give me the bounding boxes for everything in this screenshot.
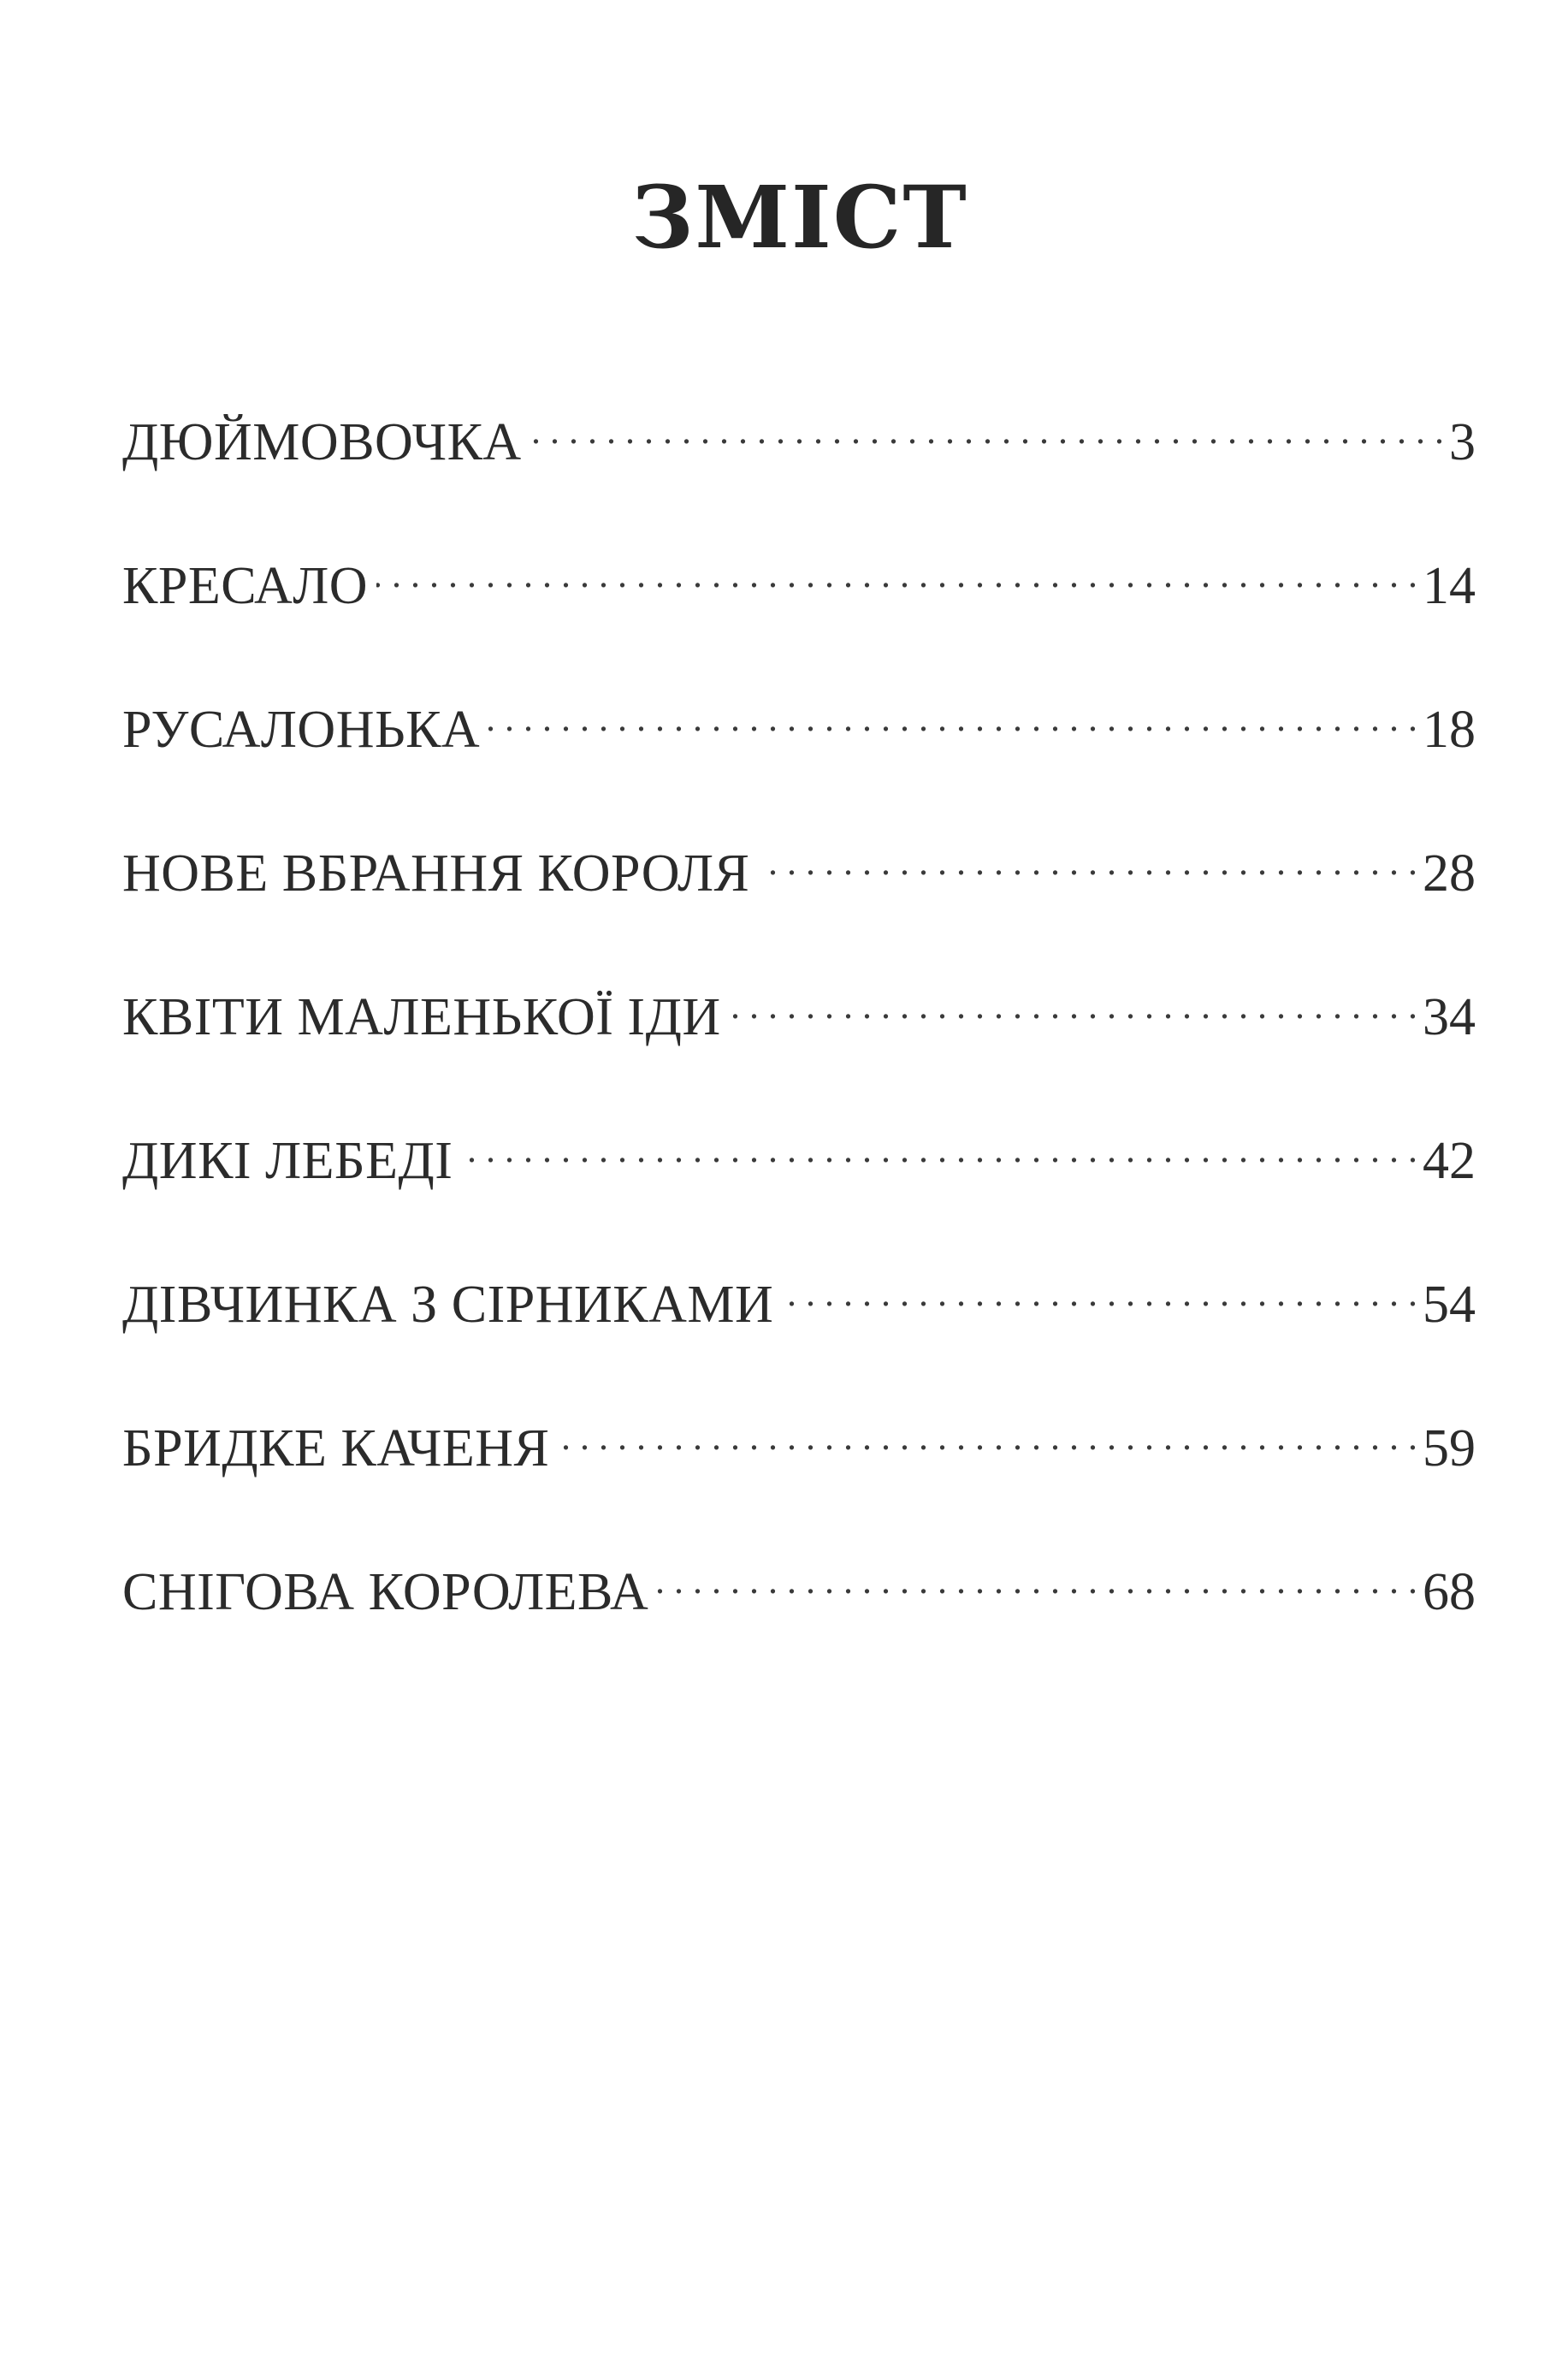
dot-leader	[461, 1125, 1417, 1178]
toc-entry-page-number: 18	[1423, 701, 1476, 759]
toc-entry	[122, 1556, 1476, 1700]
toc-entry-page-number: 54	[1423, 1276, 1476, 1334]
toc-entry-title: ДИКІ ЛЕБЕДІ	[122, 1132, 453, 1190]
toc-entry-title: ДІВЧИНКА З СІРНИКАМИ	[122, 1276, 774, 1334]
toc-entry	[122, 1269, 1476, 1412]
page-title: ЗМІСТ	[631, 167, 968, 268]
toc-entry-page-number: 42	[1423, 1132, 1476, 1190]
toc-entry-page-number: 14	[1423, 557, 1476, 615]
dot-leader	[782, 1269, 1417, 1322]
toc-entry-title: ДЮЙМОВОЧКА	[122, 413, 522, 471]
dot-leader	[558, 1412, 1417, 1466]
toc-entry-title: НОВЕ ВБРАННЯ КОРОЛЯ	[122, 844, 750, 903]
dot-leader	[488, 694, 1417, 747]
toc-entry	[122, 981, 1476, 1125]
toc-entry	[122, 1412, 1476, 1556]
toc-entry-page-number: 34	[1423, 988, 1476, 1046]
toc-entry-title: РУСАЛОНЬКА	[122, 701, 481, 759]
toc-entry-title: СНІГОВА КОРОЛЕВА	[122, 1563, 649, 1621]
dot-leader	[530, 406, 1444, 459]
toc-entry	[122, 1125, 1476, 1269]
toc-entry	[122, 406, 1476, 550]
table-of-contents	[122, 406, 1476, 1700]
toc-entry-page-number: 59	[1423, 1419, 1476, 1478]
dot-leader	[376, 550, 1417, 603]
dot-leader	[657, 1556, 1417, 1609]
dot-leader	[758, 838, 1417, 891]
toc-entry-title: БРИДКЕ КАЧЕНЯ	[122, 1419, 550, 1478]
toc-entry	[122, 838, 1476, 981]
toc-entry-page-number: 3	[1449, 413, 1476, 471]
toc-entry-title: КРЕСАЛО	[122, 557, 369, 615]
toc-entry-page-number: 68	[1423, 1563, 1476, 1621]
toc-entry-page-number: 28	[1423, 844, 1476, 903]
dot-leader	[730, 981, 1417, 1034]
toc-entry	[122, 550, 1476, 694]
toc-entry	[122, 694, 1476, 838]
toc-entry-title: КВІТИ МАЛЕНЬКОЇ ІДИ	[122, 988, 721, 1046]
